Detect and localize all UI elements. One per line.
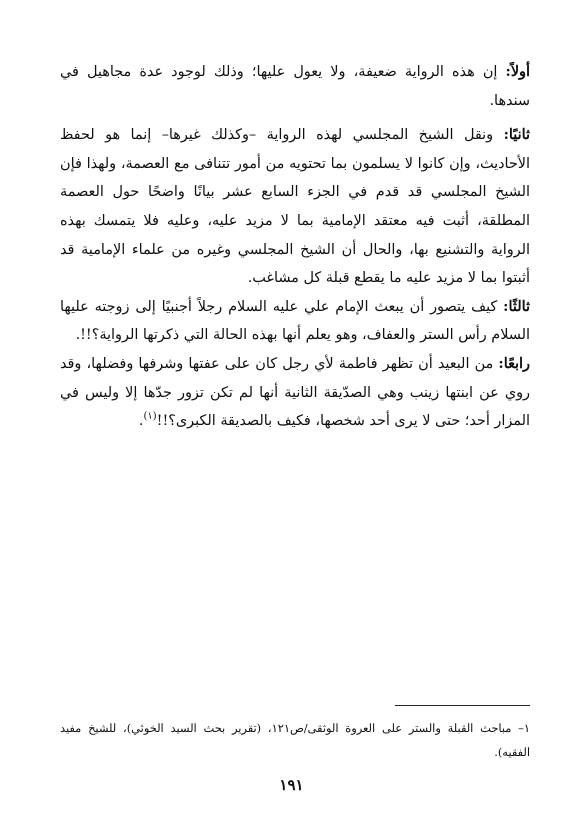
paragraph-lead: ثانيًا: <box>503 126 530 144</box>
footnote-reference: (١) <box>143 411 157 423</box>
paragraph-fourth <box>60 350 530 436</box>
main-text <box>60 58 530 436</box>
paragraph-lead: ثالثًا: <box>503 297 530 315</box>
paragraph-third <box>60 293 530 350</box>
paragraph-second <box>60 121 530 293</box>
paragraph-lead: رابعًا: <box>498 354 530 372</box>
paragraph-tail: . <box>138 413 144 430</box>
paragraph-body: ونقل الشيخ المجلسي لهذه الرواية –وكذلك غيرها– إنما هو لحفظ الأحاديث، وإن كانوا لا يسلمون بما تحتويه من أمور تتنافى مع العصمة، ولهذا فإن الشيخ المجلسي قد قدم في الجزء السابع عشر بيانًا واضحًا حول العصمة المطلقة، أثبت فيه معتقد الإمامية بما لا مزيد عليه، وعليه فلا يتمسك بهذه الرواية والتشنيع بها، والحال أن الشيخ المجلسي وغيره من علماء الإمامية قد أثبتوا بما لا مزيد عليه ما يقطع قبلة كل مشاغب. <box>60 127 530 287</box>
footnote: ١– مباحث القبلة والستر على العروة الوثقى/ص١٢١، (تقرير بحث السيد الخوئي)، للشيخ مفيد الفقيه). <box>60 721 530 759</box>
paragraph-body: كيف يتصور أن يبعث الإمام علي عليه السلام رجلاً أجنبيًا إلى زوجته عليها السلام رأس الستر والعفاف، وهو يعلم أنها بهذه الحالة التي ذكرتها الرواية؟!!. <box>60 298 530 344</box>
paragraph-first <box>60 58 530 115</box>
footnote-separator <box>395 705 530 706</box>
paragraph-lead: أولاً: <box>505 63 530 80</box>
paragraph-body: من البعيد أن تظهر فاطمة لأي رجل كان على عفتها وشرفها وفضلها، وقد روي عن ابنتها زينب وهي الصدّيقة الثانية أنها لم تكن تزور جدّها إلا وليس في المزار أحد؛ حتى لا يرى أحد شخصها، فكيف بالصديقة الكبرى؟!! <box>60 355 530 430</box>
page-number: ١٩١ <box>279 776 304 794</box>
paragraph-body: إن هذه الرواية ضعيفة، ولا يعول عليها؛ وذلك لوجود عدة مجاهيل في سندها. <box>60 64 530 109</box>
